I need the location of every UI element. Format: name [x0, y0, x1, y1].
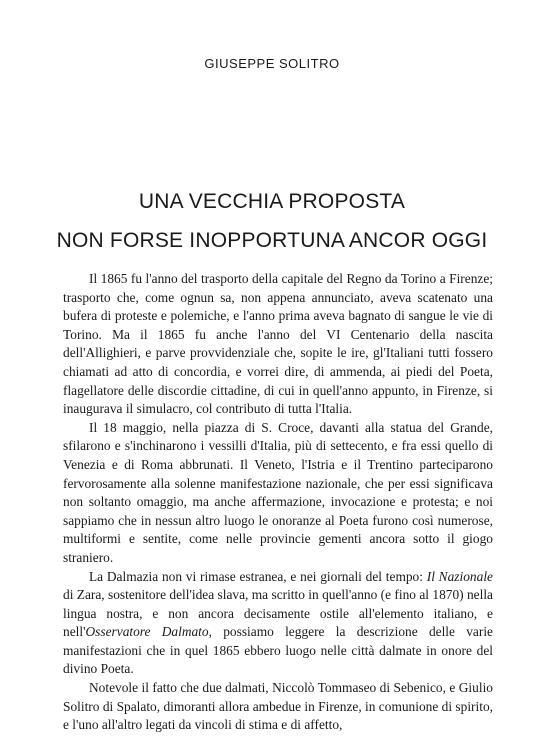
article-body — [63, 270, 493, 735]
running-header-author: GIUSEPPE SOLITRO — [204, 56, 340, 71]
paragraph-3-tail: , possiamo leggere la descrizione delle varie manifestazioni che in quel 1865 ebbero luogo nelle città dalmate in onore del divino Poeta. — [63, 624, 493, 677]
article-title-line-2: NON FORSE INOPPORTUNA ANCOR OGGI — [56, 229, 488, 252]
newspaper-title-nazionale: Il Nazionale — [426, 568, 493, 584]
article-title-line-1: UNA VECCHIA PROPOSTA — [138, 190, 406, 213]
paragraph-4: Notevole il fatto che due dalmati, Niccolò Tommaseo di Sebenico, e Giulio Solitro di Spalato, dimoranti allora ambedue in Firenze, in comunione di spirito, e l'uno all'altro legati da vincoli di stima e di affetto, — [63, 680, 493, 733]
paragraph-2: Il 18 maggio, nella piazza di S. Croce, davanti alla statua del Grande, sfilarono e s'inchinarono i vessilli d'Italia, più di settecento, e fra essi quello di Venezia e di Roma abbrunati. Il Veneto, l'Istria e il Trentino parteciparono fervorosamente alla solenne manifestazione nazionale, che per essi significava non soltanto omaggio, ma anche affermazione, invocazione e protesta; e noi sappiamo che in nessun altro luogo le onoranze al Poeta furono così numerose, multiformi e sentite, come nelle provincie gementi ancora sotto il giogo straniero. — [63, 419, 493, 565]
paragraph-1: Il 1865 fu l'anno del trasporto della capitale del Regno da Torino a Firenze; trasporto che, come ognun sa, non appena annunciato, aveva scatenato una bufera di proteste e polemiche, e l'anno prima aveva bagnato di sangue le vie di Torino. Ma il 1865 fu anche l'anno del VI Centenario della nascita dell'Allighieri, e parve provvidenziale che, sopite le ire, gl'Italiani tutti fossero chiamati ad atto di concordia, e vorrei dire, di ammenda, ai piedi del Poeta, flagellatore delle discordie cittadine, di cui in quell'anno appunto, in Firenze, si inaugurava il simulacro, col contributo di tutta l'Italia. — [63, 271, 493, 417]
paragraph-3-lead: La Dalmazia non vi rimase estranea, e nei giornali del tempo: — [89, 568, 427, 584]
paragraph-3 — [63, 568, 493, 680]
newspaper-title-osservatore: Osservatore Dalmato — [85, 624, 209, 640]
paragraph-3-mid: di Zara, sostenitore dell'idea slava, ma scritto in quell'anno (e fino al 1870) nella lingua nostra, e non ancora decisamente ostile all'elemento italiano, e nell' — [63, 587, 493, 640]
